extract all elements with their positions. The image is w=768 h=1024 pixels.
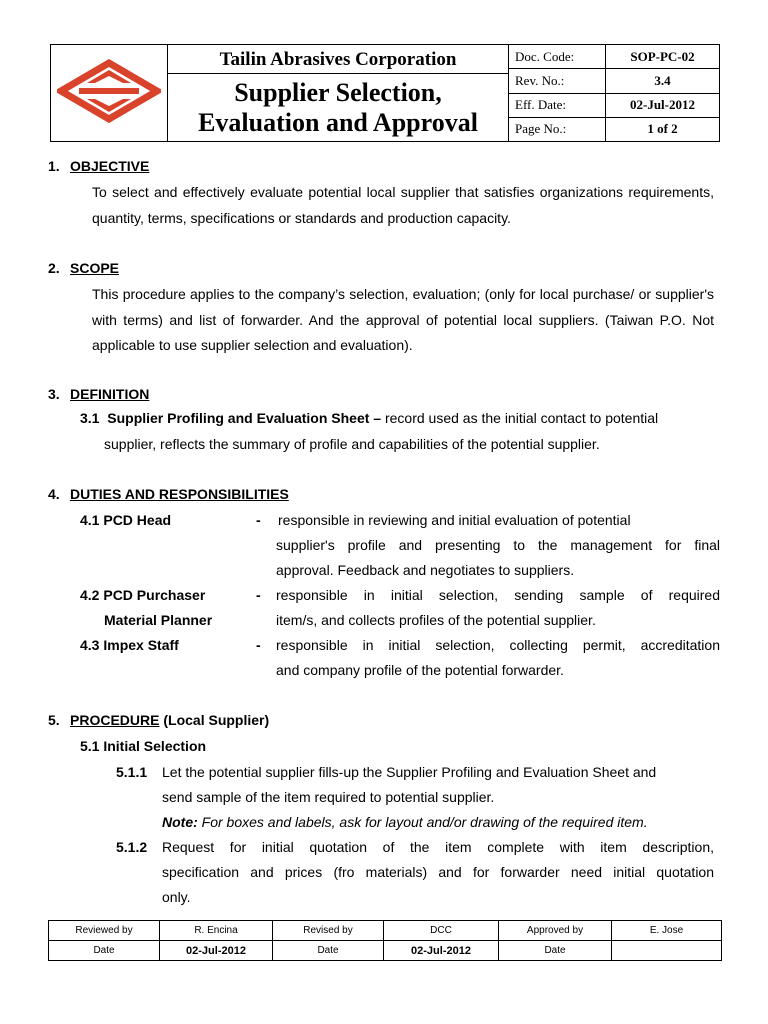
definition-item-3-1 [80, 410, 658, 426]
definition-text-line-2: supplier, reflects the summary of profile and capabilities of the potential supplier. [104, 436, 600, 452]
step-number: 5.1.2 [116, 839, 148, 855]
reviewed-by-label: Reviewed by [49, 921, 160, 941]
tailin-diamond-logo-icon [57, 59, 161, 123]
scope-text: This procedure applies to the company’s selection, evaluation; (only for local purchase/ or supplier's with terms) and list of forwarder. And the approval of potential local suppliers. (Taiwan P.O. Not applicable to use supplier selection and evaluation). [92, 286, 714, 353]
step-5-1-1-note [162, 814, 648, 830]
duty-pcd-purchaser-line-1: responsible in initial selection, sending sample of required [276, 587, 720, 603]
duty-pcd-head-line-3: approval. Feedback and negotiates to suppliers. [276, 562, 575, 578]
duty-dash: - [256, 587, 261, 603]
section-duties-heading [48, 486, 289, 502]
duty-dash: - [256, 512, 261, 528]
duty-pcd-purchaser-line-2: item/s, and collects profiles of the potential supplier. [276, 612, 596, 628]
revised-date: 02-Jul-2012 [384, 941, 499, 961]
reviewed-date: 02-Jul-2012 [160, 941, 273, 961]
duty-role-pcd-purchaser: 4.2 PCD Purchaser [80, 587, 206, 603]
logo-cell [51, 45, 168, 142]
revised-by-label: Revised by [273, 921, 384, 941]
approved-date [612, 941, 722, 961]
date-label: Date [49, 941, 160, 961]
duty-impex-line-2: and company profile of the potential forwarder. [276, 662, 564, 678]
step-5-1-2-line-2: specification and prices (fro materials) and for forwarder need initial quotation [162, 864, 714, 880]
footer-row-signatories [49, 921, 722, 941]
document-title-line-1: Supplier Selection, [234, 77, 442, 107]
doc-code-value: SOP-PC-02 [606, 45, 720, 69]
section-number: 3. [48, 386, 60, 402]
company-name: Tailin Abrasives Corporation [168, 47, 508, 74]
reviewed-by-name: R. Encina [160, 921, 273, 941]
rev-no-label: Rev. No.: [509, 69, 606, 93]
date-label: Date [273, 941, 384, 961]
duty-pcd-head-line-2: supplier's profile and presenting to the management for final [276, 537, 720, 553]
eff-date-label: Eff. Date: [509, 93, 606, 117]
section-title-suffix: (Local Supplier) [163, 712, 270, 728]
definition-text-line-1: record used as the initial contact to potential [384, 410, 659, 426]
title-cell [168, 45, 509, 142]
sub-heading-initial-selection: 5.1 Initial Selection [80, 738, 207, 754]
document-title-line-2: Evaluation and Approval [198, 107, 478, 137]
duty-impex-line-1: responsible in initial selection, collecting permit, accreditation [276, 637, 720, 653]
duty-dash: - [256, 637, 261, 653]
section-title: OBJECTIVE [70, 158, 150, 174]
step-5-1-2-line-3: only. [162, 889, 191, 905]
section-title: DUTIES AND RESPONSIBILITIES [70, 486, 289, 502]
document-header [50, 44, 720, 142]
page-no-value: 1 of 2 [606, 117, 720, 141]
duty-role-material-planner: Material Planner [104, 612, 213, 628]
doc-code-label: Doc. Code: [509, 45, 606, 69]
section-objective-heading [48, 158, 149, 174]
rev-no-value: 3.4 [606, 69, 720, 93]
step-5-1-2-line-1: Request for initial quotation of the item complete with item description, [162, 839, 714, 855]
revised-by-name: DCC [384, 921, 499, 941]
section-number: 4. [48, 486, 60, 502]
document-title [168, 74, 508, 140]
section-number: 5. [48, 712, 60, 728]
footer-row-dates [49, 941, 722, 961]
section-title: PROCEDURE [70, 712, 160, 728]
note-label: Note: [162, 814, 198, 830]
duty-pcd-head-line-1: responsible in reviewing and initial evaluation of potential [278, 512, 631, 528]
duty-role-impex-staff: 4.3 Impex Staff [80, 637, 179, 653]
definition-item-number: 3.1 [80, 410, 100, 426]
section-number: 2. [48, 260, 60, 276]
definition-term: Supplier Profiling and Evaluation Sheet – [107, 410, 382, 426]
step-number: 5.1.1 [116, 764, 148, 780]
step-5-1-1-line-1: Let the potential supplier fills-up the Supplier Profiling and Evaluation Sheet and [162, 764, 657, 780]
section-scope-heading [48, 260, 119, 276]
date-label: Date [499, 941, 612, 961]
step-5-1-1-line-2: send sample of the item required to potential supplier. [162, 789, 495, 805]
section-procedure-heading [48, 712, 269, 728]
section-number: 1. [48, 158, 60, 174]
objective-text: To select and effectively evaluate potential local supplier that satisfies organizations requirements, quantity, terms, specifications or standards and production capacity. [92, 184, 714, 226]
approved-by-name: E. Jose [612, 921, 722, 941]
eff-date-value: 02-Jul-2012 [606, 93, 720, 117]
approval-footer-table [48, 920, 722, 961]
section-title: SCOPE [70, 260, 120, 276]
page-no-label: Page No.: [509, 117, 606, 141]
section-definition-heading [48, 386, 149, 402]
approved-by-label: Approved by [499, 921, 612, 941]
section-title: DEFINITION [70, 386, 150, 402]
duty-role-pcd-head: 4.1 PCD Head [80, 512, 172, 528]
note-text: For boxes and labels, ask for layout and/or drawing of the required item. [201, 814, 648, 830]
